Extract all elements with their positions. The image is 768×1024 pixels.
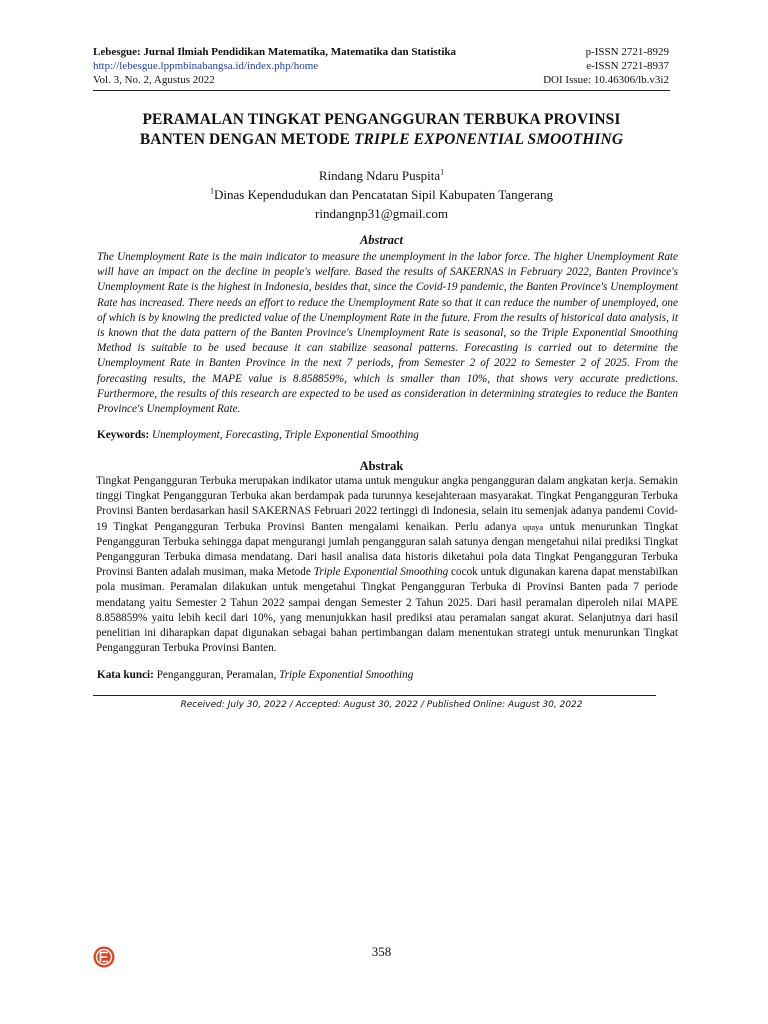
affiliation-mark: 1 [210,186,215,196]
abstrak-method-italic: Triple Exponential Smoothing [313,566,449,579]
title-line-1: PERAMALAN TINGKAT PENGANGGURAN TERBUKA PROVINSI [142,111,621,128]
journal-name: Lebesgue: Jurnal Ilmiah Pendidikan Matematika, Matematika dan Statistika [93,46,457,58]
journal-header-left [93,45,456,87]
author-block [93,166,670,223]
abstrak-small-word: upaya [522,521,544,532]
abstract-body: The Unemployment Rate is the main indicator to measure the unemployment in the labor force. The higher Unemployment Rate will have an impact on the decline in people's welfare. Based the results of SAKERNAS in February 2022, Banten Province's Unemployment Rate is the highest in Indonesia, besides that, since the Covid-19 pandemic, the Banten Province's Unemployment Rate has increased. There needs an effort to reduce the Unemployment Rate so that it can reduce the number of unemployed, one of which is by knowing the predicted value of the Unemployment Rate in the future. From the results of historical data analysis, it is known that the data pattern of the Banten Province's Unemployment Rate is seasonal, so the Triple Exponential Smoothing Method is suitable to be used because it can stabilize seasonal patterns. Forecasting is carried out to determine the Unemployment Rate in Banten Province in the next 7 periods, from Semester 2 of 2022 to Semester 2 of 2025. From the forecasting results, the MAPE value is 8.858859%, which is smaller than 10%, that shows very accurate predictions. Furthermore, the results of this research are expected to be used as consideration in determining strategies to reduce the Banten Province's Unemployment Rate. [97,251,678,416]
author-affiliation: Dinas Kependudukan dan Pencatatan Sipil Kabupaten Tangerang [214,187,553,202]
kata-kunci-plain: Pengangguran, Peramalan, [156,669,280,681]
keywords-value: Unemployment, Forecasting, Triple Exponential Smoothing [152,429,419,441]
keywords-label: Keywords: [97,429,150,441]
title-line-2-plain: BANTEN DENGAN METODE [139,131,354,148]
received-dates: Received: July 30, 2022 / Accepted: August 30, 2022 / Published Online: August 30, 2022 [180,700,583,710]
p-issn: p-ISSN 2721-8929 [585,46,669,58]
author-email[interactable]: rindangnp31@gmail.com [315,206,448,221]
header-divider [93,90,670,91]
abstrak-part-2: untuk menurunkan Tingkat Pengangguran Terbuka sehingga dapat mengurangi jumlah pengangguran salah satunya dengan mengetahui nilai prediksi Tingkat Pengangguran Terbuka dimasa mendatang. Dari hasil analisa data historis diketahui pola data Tingkat Pengangguran Terbuka Provinsi Banten adalah musiman, maka Metode [96,520,679,579]
abstrak-body [96,474,678,656]
abstrak-part-1: Tingkat Pengangguran Terbuka merupakan indikator utama untuk mengukur angka pengangguran dalam angkatan kerja. Semakin tinggi Tingkat Pengangguran Terbuka akan berdampak pada turunnya kesejahteraan masyarakat. Tingkat Pengangguran Terbuka Provinsi Banten berdasarkan hasil SAKERNAS Februari 2022 tertinggi di Indonesia, selain itu semenjak adanya pandemi Covid-19 Tingkat Pengangguran Terbuka Provinsi Banten mengalami kenaikan. Perlu adanya [96,475,678,533]
title-line-2-italic: TRIPLE EXPONENTIAL SMOOTHING [353,131,624,148]
journal-header-right [543,45,669,87]
doi-issue: DOI Issue: 10.46306/lb.v3i2 [543,74,669,86]
abstract-heading: Abstract [359,233,404,247]
paper-title [93,110,670,150]
page-number: 358 [371,944,392,959]
kata-kunci-italic: Triple Exponential Smoothing [279,669,414,681]
journal-volume: Vol. 3, No. 2, Agustus 2022 [93,74,215,86]
author-affiliation-line [93,185,670,204]
section-divider [93,695,656,696]
abstrak-heading: Abstrak [359,459,404,473]
kata-kunci-line [97,669,678,681]
keywords-line [97,429,678,441]
author-affiliation-mark: 1 [440,167,445,177]
journal-url-link[interactable]: http://lebesgue.lppmbinabangsa.id/index.php/home [93,60,319,72]
abstrak-part-3: cocok untuk digunakan karena dapat menstabilkan pola musiman. Peramalan dilakukan untuk mengetahui Tingkat Pengangguran Terbuka di Provinsi Banten pada 7 periode mendatang yaitu Semester 2 Tahun 2022 sampai dengan Semester 2 Tahun 2025. Dari hasil peramalan diperoleh nilai MAPE 8.858859% yaitu lebih kecil dari 10%, yang menunjukkan hasil prediksi atau peramalan sangat akurat. Selanjutnya dari hasil penelitian ini diharapkan dapat digunakan sebagai bahan pertimbangan dalam menentukan strategi untuk menurunkan Tingkat Pengangguran Terbuka Provinsi Banten. [96,566,678,655]
title-line-2 [93,130,670,150]
e-issn: e-ISSN 2721-8937 [586,60,669,72]
author-name-line [93,166,670,185]
kata-kunci-label: Kata kunci: [97,669,154,681]
author-name: Rindang Ndaru Puspita [318,168,441,183]
